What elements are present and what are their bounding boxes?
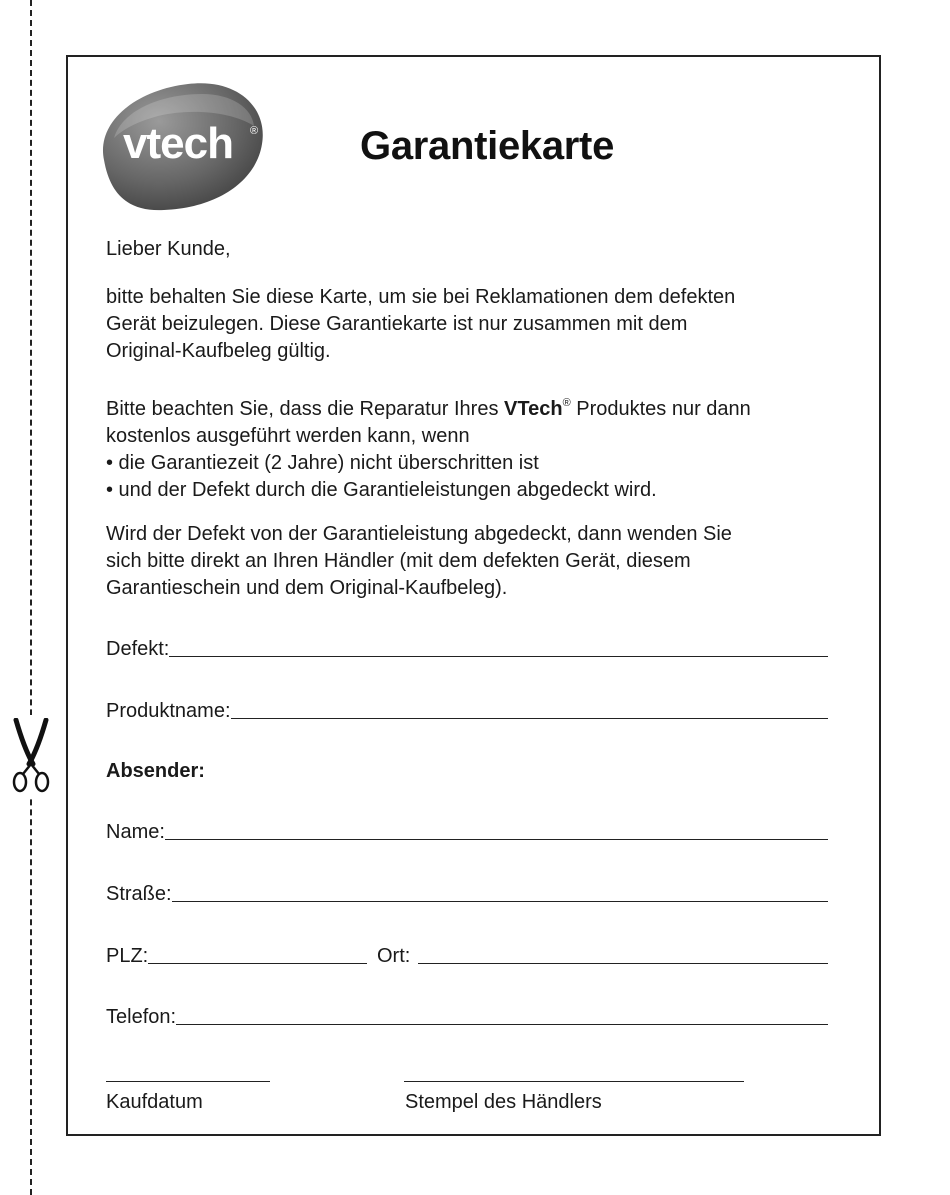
page-title: Garantiekarte [360, 124, 615, 168]
greeting: Lieber Kunde, [106, 238, 231, 260]
bullet-item: • und der Defekt durch die Garantieleistungen abgedeckt wird. [106, 479, 657, 501]
logo-registered-mark: ® [250, 125, 259, 137]
telefon-line[interactable] [176, 1024, 828, 1025]
plz-line[interactable] [148, 963, 367, 964]
scissors-icon [10, 718, 52, 794]
strasse-line[interactable] [172, 901, 828, 902]
logo-text: vtech [123, 119, 233, 168]
produktname-line[interactable] [231, 718, 828, 719]
ort-field[interactable] [377, 939, 828, 967]
paragraph-keep-card: bitte behalten Sie diese Karte, um sie bei Reklamationen dem defekten Gerät beizulegen. Diese Garantiekarte ist nur zusammen mit dem Original-Kaufbeleg gültig. [106, 286, 736, 362]
absender-heading: Absender: [106, 760, 205, 782]
strasse-label: Straße: [106, 883, 172, 905]
ort-label: Ort: [377, 945, 411, 967]
plz-label: PLZ: [106, 945, 149, 967]
bullet-item: • die Garantiezeit (2 Jahre) nicht überschritten ist [106, 452, 539, 474]
cut-line [30, 0, 32, 1195]
defekt-field[interactable] [106, 632, 828, 660]
stempel-label: Stempel des Händlers [405, 1091, 602, 1113]
vtech-logo [92, 82, 266, 212]
paragraph-repair-conditions: Bitte beachten Sie, dass die Reparatur Ihres VTech® Produktes nur dann kostenlos ausgeführt werden kann, wenn • die Garantiezeit (2 Jahre) nicht überschritten ist • und der Defekt durch die Garantieleistungen abgedeckt wird. [106, 390, 751, 504]
telefon-label: Telefon: [106, 1006, 177, 1028]
name-field[interactable] [106, 815, 828, 843]
paragraph-contact-dealer: Wird der Defekt von der Garantieleistung abgedeckt, dann wenden Sie sich bitte direkt an Ihren Händler (mit dem defekten Gerät, diesem Garantieschein und dem Original-Kaufbeleg). [106, 523, 732, 599]
telefon-field[interactable] [106, 1000, 828, 1028]
strasse-field[interactable] [106, 877, 828, 905]
stempel-line[interactable] [404, 1081, 744, 1082]
name-label: Name: [106, 821, 165, 843]
produktname-field[interactable] [106, 694, 828, 722]
kaufdatum-line[interactable] [106, 1081, 270, 1082]
brand-name: VTech [504, 398, 563, 420]
ort-line[interactable] [418, 963, 828, 964]
kaufdatum-label: Kaufdatum [106, 1091, 203, 1113]
produktname-label: Produktname: [106, 700, 231, 722]
defekt-label: Defekt: [106, 638, 170, 660]
defekt-line[interactable] [169, 656, 828, 657]
plz-field[interactable] [106, 939, 367, 967]
name-line[interactable] [165, 839, 828, 840]
